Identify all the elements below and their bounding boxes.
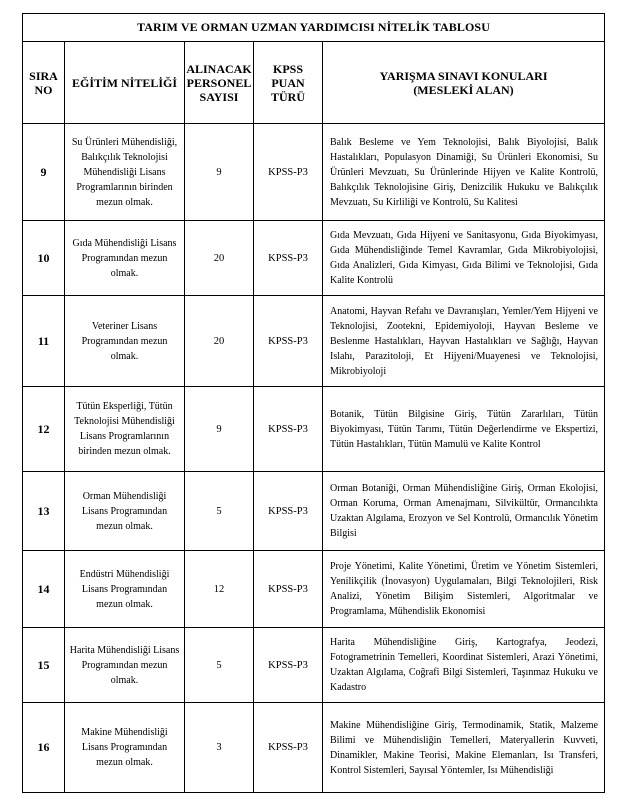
konular-cell: Gıda Mevzuatı, Gıda Hijyeni ve Sanitasyonu, Gıda Biyokimyası, Gıda Mühendisliğinde Temel Kavramlar, Gıda Mikrobiyolojisi, Gıda Analizleri, Gıda Kimyası, Gıda Bilimi ve Teknolojisi, Gıda Kalite Kontrolü [323, 221, 605, 296]
personel-cell: 20 [185, 296, 254, 387]
kpss-cell: KPSS-P3 [254, 221, 323, 296]
sira-cell: 11 [23, 296, 65, 387]
kpss-cell: KPSS-P3 [254, 124, 323, 221]
konular-cell: Proje Yönetimi, Kalite Yönetimi, Üretim ve Yönetim Sistemleri, Yenilikçilik (İnovasyon) Uygulamaları, Bilgi Teknolojileri, Risk Analizi, Yönetim Bilişim Sistemleri, Algoritmalar ve Programlama, Mühendislik Ekonomisi [323, 551, 605, 628]
egitim-cell: Endüstri Mühendisliği Lisans Programından mezun olmak. [65, 551, 185, 628]
kpss-cell: KPSS-P3 [254, 703, 323, 793]
kpss-cell: KPSS-P3 [254, 551, 323, 628]
table-row [23, 703, 605, 793]
konular-cell: Anatomi, Hayvan Refahı ve Davranışları, Yemler/Yem Hijyeni ve Teknolojisi, Zootekni, Epidemiyoloji, Hayvan Besleme ve Beslenme Hastalıkları, Hayvan Hastalıkları ve Sağlığı, Hayvan Islahı, Parazitoloji, Et Hijyeni/Muayenesi ve Teknolojisi, Mikrobiyoloji [323, 296, 605, 387]
header-row [23, 42, 605, 124]
sira-cell: 9 [23, 124, 65, 221]
egitim-cell: Gıda Mühendisliği Lisans Programından mezun olmak. [65, 221, 185, 296]
table-row [23, 296, 605, 387]
header-personel: ALINACAK PERSONEL SAYISI [185, 42, 254, 124]
sira-cell: 14 [23, 551, 65, 628]
kpss-cell: KPSS-P3 [254, 472, 323, 551]
table-row [23, 387, 605, 472]
header-sira: SIRA NO [23, 42, 65, 124]
header-egitim: EĞİTİM NİTELİĞİ [65, 42, 185, 124]
header-konular: YARIŞMA SINAVI KONULARI (MESLEKİ ALAN) [323, 42, 605, 124]
sira-cell: 13 [23, 472, 65, 551]
egitim-cell: Harita Mühendisliği Lisans Programından mezun olmak. [65, 628, 185, 703]
nitelik-table [22, 13, 605, 793]
kpss-cell: KPSS-P3 [254, 387, 323, 472]
table-row [23, 628, 605, 703]
personel-cell: 20 [185, 221, 254, 296]
table-row [23, 124, 605, 221]
sira-cell: 15 [23, 628, 65, 703]
sira-cell: 10 [23, 221, 65, 296]
table-row [23, 221, 605, 296]
personel-cell: 5 [185, 472, 254, 551]
kpss-cell: KPSS-P3 [254, 628, 323, 703]
konular-cell: Orman Botaniği, Orman Mühendisliğine Giriş, Orman Ekolojisi, Orman Koruma, Orman Amenajmanı, Silvikültür, Ormancılıkta Uzaktan Algılama, Erozyon ve Sel Kontrolü, Ormancılık Yönetim Bilgisi [323, 472, 605, 551]
kpss-cell: KPSS-P3 [254, 296, 323, 387]
table-title: TARIM VE ORMAN UZMAN YARDIMCISI NİTELİK TABLOSU [23, 14, 605, 42]
egitim-cell: Orman Mühendisliği Lisans Programından mezun olmak. [65, 472, 185, 551]
egitim-cell: Tütün Eksperliği, Tütün Teknolojisi Mühendisliği Lisans Programlarının birinden mezun olmak. [65, 387, 185, 472]
sira-cell: 12 [23, 387, 65, 472]
personel-cell: 12 [185, 551, 254, 628]
konular-cell: Balık Besleme ve Yem Teknolojisi, Balık Biyolojisi, Balık Hastalıkları, Populasyon Dinamiği, Su Ürünleri Ekonomisi, Su Ürünleri Mevzuatı, Su Ürünlerinde Hijyen ve Kalite Kontrolü, Balıkçılık Teknolojisine Giriş, Denizcilik Hukuku ve Balıkçılık Mevzuatı, Su Kirliliği ve Kontrolü, Su Kalitesi [323, 124, 605, 221]
egitim-cell: Makine Mühendisliği Lisans Programından mezun olmak. [65, 703, 185, 793]
konular-cell: Botanik, Tütün Bilgisine Giriş, Tütün Zararlıları, Tütün Biyokimyası, Tütün Tarımı, Tütün Değerlendirme ve Ekspertizi, Tütün Hastalıkları, Tütün Mamulü ve Kalite Kontrol [323, 387, 605, 472]
konular-cell: Harita Mühendisliğine Giriş, Kartografya, Jeodezi, Fotogrametrinin Temelleri, Koordinat Sistemleri, Arazi Yönetimi, Uzaktan Algılama, Coğrafi Bilgi Sistemleri, Taşınmaz Hukuku ve Kadastro [323, 628, 605, 703]
sira-cell: 16 [23, 703, 65, 793]
table-row [23, 472, 605, 551]
table-row [23, 551, 605, 628]
egitim-cell: Su Ürünleri Mühendisliği, Balıkçılık Teknolojisi Mühendisliği Lisans Programlarının birinden mezun olmak. [65, 124, 185, 221]
header-kpss: KPSS PUAN TÜRÜ [254, 42, 323, 124]
personel-cell: 3 [185, 703, 254, 793]
page [22, 13, 605, 793]
personel-cell: 9 [185, 387, 254, 472]
personel-cell: 5 [185, 628, 254, 703]
egitim-cell: Veteriner Lisans Programından mezun olmak. [65, 296, 185, 387]
personel-cell: 9 [185, 124, 254, 221]
konular-cell: Makine Mühendisliğine Giriş, Termodinamik, Statik, Malzeme Bilimi ve Mühendisliğin Temelleri, Materyallerin Kuvveti, Dinamikler, Makine Teorisi, Makine Elemanları, Isı Transferi, Kontrol Sistemleri, Sayısal Yöntemler, Isı Mühendisliği [323, 703, 605, 793]
